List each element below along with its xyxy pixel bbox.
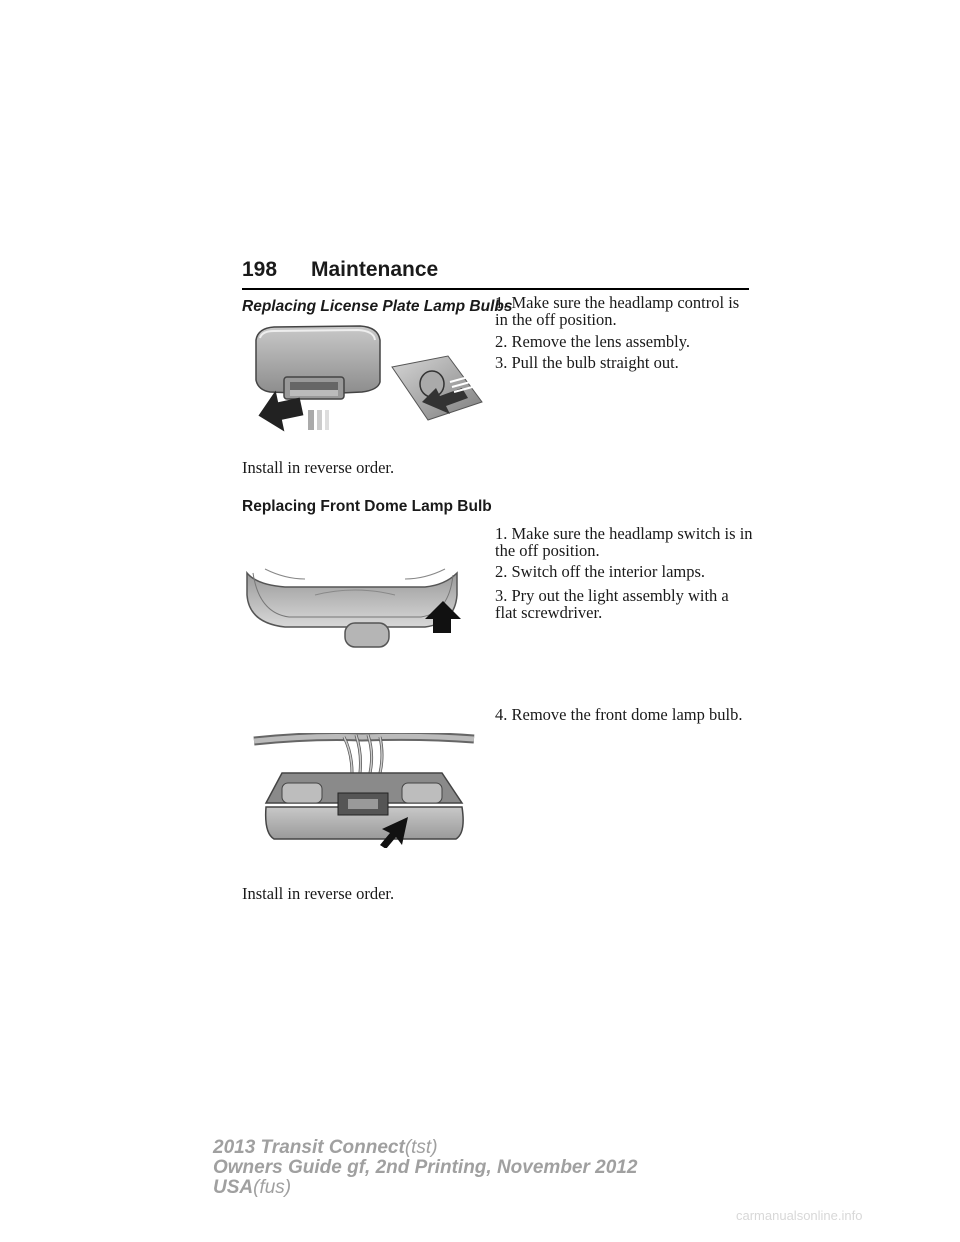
footer-line-3 [213,1178,637,1198]
license-plate-step-3: 3. Pull the bulb straight out. [495,353,679,372]
section-title: Maintenance [311,258,439,281]
footer-line-1 [213,1138,637,1158]
license-plate-step-1: 1. Make sure the headlamp control is in the off position. [495,293,740,329]
front-dome-heading: Replacing Front Dome Lamp Bulb [242,498,492,515]
header-rule [242,288,749,290]
license-plate-step-2: 2. Remove the lens assembly. [495,332,691,351]
front-dome-step-4: 4. Remove the front dome lamp bulb. [495,705,743,724]
page-number: 198 [242,258,278,281]
dome-lamp-overview-illustration [245,565,465,655]
footer [213,1138,637,1198]
front-dome-closing: Install in reverse order. [242,884,395,903]
front-dome-step-2: 2. Switch off the interior lamps. [495,562,706,581]
footer-region: USA [213,1177,254,1198]
footer-guide: Owners Guide gf, 2nd Printing, November 2012 [213,1157,638,1178]
front-dome-step-3: 3. Pry out the light assembly with a flat screwdriver. [495,586,729,622]
license-plate-heading: Replacing License Plate Lamp Bulbs [242,298,513,315]
license-plate-lamp-illustration [250,322,490,437]
watermark: carmanualsonline.info [736,1208,863,1223]
footer-model-code: (tst) [404,1137,438,1158]
footer-region-code: (fus) [253,1177,292,1198]
license-plate-closing: Install in reverse order. [242,458,395,477]
dome-lamp-bulb-illustration [252,733,477,848]
front-dome-step-1: 1. Make sure the headlamp switch is in the off position. [495,524,753,560]
footer-model: 2013 Transit Connect [213,1137,405,1158]
